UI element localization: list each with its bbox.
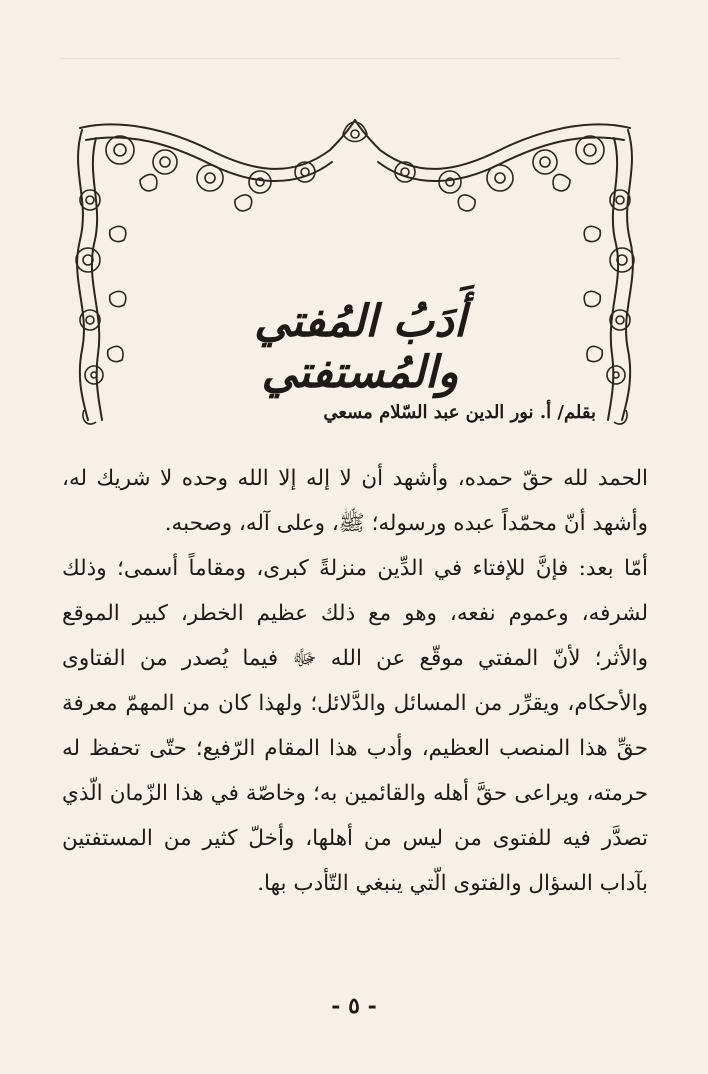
- paragraph-main: أمّا بعد: فإنَّ للإفتاء في الدِّين منزلةً كبرى، ومقاماً أسمى؛ وذلك لشرفه، وعموم نفعه، وهو مع ذلك عظيم الخطر، كبير الموقع والأثر؛ لأنّ المفتي موقّع عن الله ﷻ فيما يُصدر من الفتاوى والأحكام، ويقرِّر من المسائل والدَّلائل؛ ولهذا كان من المهمّ معرفة حقِّ هذا المنصب العظيم، وأدب هذا المقام الرّفيع؛ حتّى تحفظ له حرمته، ويراعى حقَّ أهله والقائمين به؛ وخاصّة في هذا الزّمان الّذي تصدَّر فيه للفتوى من ليس من أهلها، وأخلّ كثير من المستفتين بآداب السؤال والفتوى الّتي ينبغي التّأدب بها.: [62, 556, 648, 896]
- article-body: [62, 456, 648, 906]
- show-through-line: [60, 58, 620, 59]
- paragraph-opening: الحمد لله حقّ حمده، وأشهد أن لا إله إلا الله وحده لا شريك له، وأشهد أنّ محمّداً عبده ورسوله؛ ﷺ، وعلى آله، وصحبه.: [62, 466, 648, 536]
- article-title: أَدَبُ المُفتي والمُستفتي: [254, 296, 466, 398]
- author-byline: بقلم/ أ. نور الدين عبد السّلام مسعي: [323, 402, 596, 423]
- page-number: - ٥ -: [331, 993, 377, 1019]
